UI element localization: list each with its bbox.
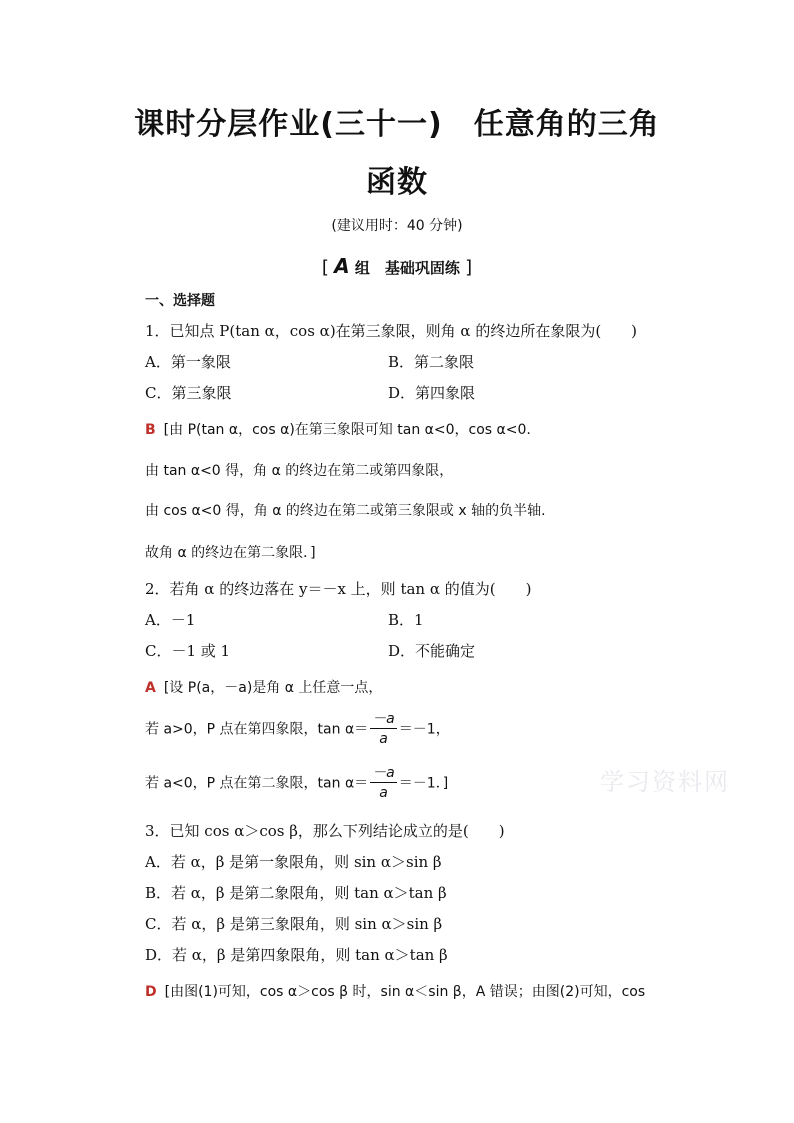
group-heading: [0, 254, 794, 278]
q1-explanation-2: 由 tan α<0 得，角 α 的终边在第二或第四象限，: [145, 463, 454, 479]
q2-stem: 2．若角 α 的终边落在 y＝－x 上，则 tan α 的值为( ): [145, 580, 532, 598]
q2-exp3-fraction: [370, 764, 397, 803]
q2-exp2-pre: 若 a>0，P 点在第四象限，tan α＝: [145, 721, 369, 738]
watermark: 学习资料网: [600, 768, 730, 796]
q2-exp2-numerator: －a: [372, 711, 395, 727]
q2-exp2-denominator: a: [379, 731, 388, 747]
page-title: [0, 96, 794, 212]
q1-option-b: B．第二象限: [388, 353, 475, 371]
q2-option-d: D．不能确定: [388, 642, 476, 660]
group-bracket-open: [: [321, 257, 329, 278]
q1-explanation-1: [145, 419, 531, 439]
q3-explanation-1: [145, 981, 645, 1001]
q2-option-c: C．－1 或 1: [145, 642, 231, 660]
q3-answer: D: [145, 984, 157, 1000]
q3-option-a: A．若 α，β 是第一象限角，则 sin α＞sin β: [145, 853, 442, 871]
group-letter: A: [334, 254, 350, 278]
q2-exp2-fraction: [370, 710, 397, 749]
q3-exp-text-1: [由图(1)可知，cos α＞cos β 时，sin α＜sin β，A 错误；由图(2)可知，cos: [164, 984, 646, 1000]
q1-option-d: D．第四象限: [388, 384, 476, 402]
q1-answer: B: [145, 422, 156, 438]
q3-stem: 3．已知 cos α＞cos β，那么下列结论成立的是( ): [145, 822, 505, 840]
q2-option-b: B．1: [388, 611, 424, 629]
q1-option-a: A．第一象限: [145, 353, 231, 371]
q1-explanation-3: 由 cos α<0 得，角 α 的终边在第二或第三象限或 x 轴的负半轴.: [145, 503, 546, 519]
title-line-1: 课时分层作业(三十一) 任意角的三角: [134, 107, 660, 142]
q2-exp3-numerator: －a: [372, 765, 395, 781]
q2-exp-text-1: [设 P(a，－a)是角 α 上任意一点，: [163, 680, 383, 696]
q2-exp3-pre: 若 a<0，P 点在第二象限，tan α＝: [145, 775, 369, 792]
q3-option-d: D．若 α，β 是第四象限角，则 tan α＞tan β: [145, 946, 448, 964]
q1-exp-text-1: [由 P(tan α，cos α)在第三象限可知 tan α<0，cos α<0.: [163, 422, 531, 438]
q3-option-b: B．若 α，β 是第二象限角，则 tan α＞tan β: [145, 884, 447, 902]
q2-explanation-3: [145, 764, 448, 803]
q3-option-c: C．若 α，β 是第三象限角，则 sin α＞sin β: [145, 915, 443, 933]
q2-exp3-post: ＝－1．]: [398, 775, 449, 792]
q1-explanation-4: 故角 α 的终边在第二象限．]: [145, 545, 316, 561]
q1-option-c: C．第三象限: [145, 384, 232, 402]
title-line-2: 函数: [366, 165, 428, 200]
q2-option-a: A．－1: [145, 611, 196, 629]
q2-answer: A: [145, 680, 156, 696]
q2-exp3-denominator: a: [379, 785, 388, 801]
q2-explanation-2: [145, 710, 450, 749]
group-bracket-close: ]: [465, 257, 473, 278]
section-heading: 一、选择题: [145, 293, 215, 309]
group-text: 组 基础巩固练: [354, 259, 460, 277]
suggested-time: (建议用时：40 分钟): [331, 218, 463, 234]
q2-exp2-post: ＝－1，: [398, 721, 450, 738]
q2-explanation-1: [145, 677, 382, 697]
q1-stem: 1．已知点 P(tan α，cos α)在第三象限，则角 α 的终边所在象限为( ): [145, 322, 638, 340]
